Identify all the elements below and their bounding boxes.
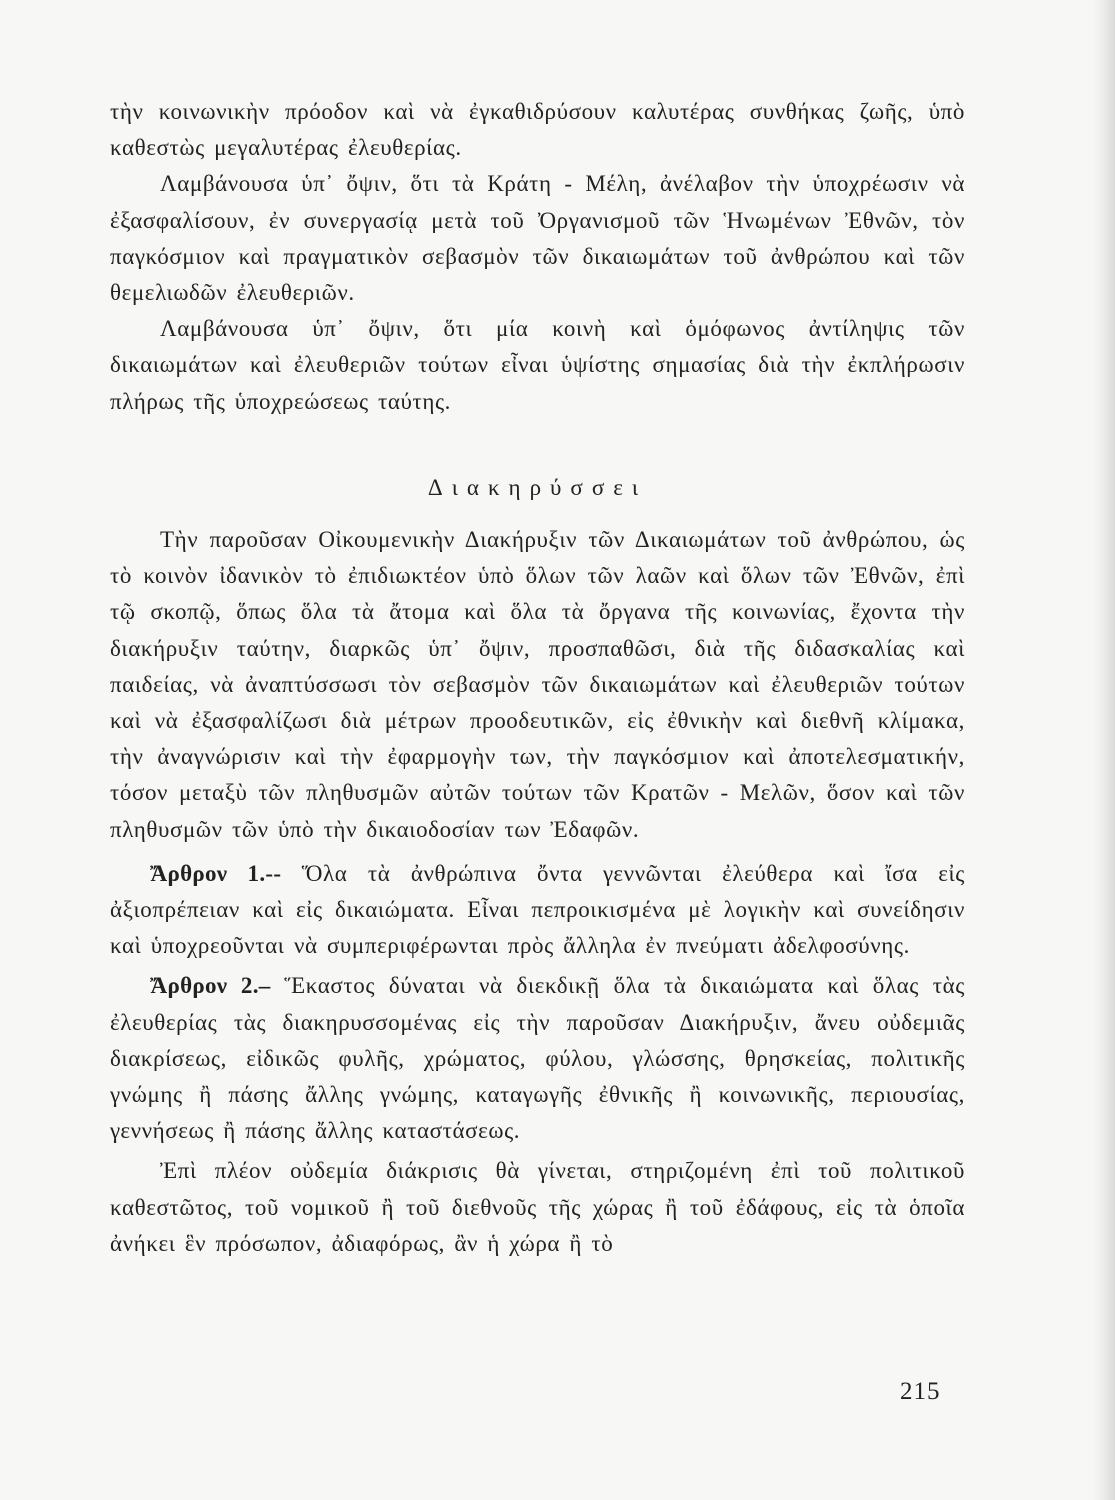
preamble-paragraph-2: Λαμβάνουσα ὑπ᾽ ὄψιν, ὅτι τὰ Κράτη - Μέλη, ἀνέλαβον τὴν ὑποχρέωσιν νὰ ἐξασφαλίσουν, ἐν συνεργασίᾳ μετὰ τοῦ Ὀργανισμοῦ τῶν Ἡνωμένων Ἐθνῶν, τὸν παγκόσμιον καὶ πραγματικὸν σεβασμὸν τῶν δικαιωμάτων τοῦ ἀνθρώπου καὶ τῶν θεμελιωδῶν ἐλευθεριῶν. <box>110 171 965 306</box>
article-2-label: Ἄρθρον 2.– <box>150 973 271 999</box>
article-1-label: Ἄρθρον 1.-- <box>150 860 282 886</box>
proclamation-paragraph: Τὴν παροῦσαν Οἰκουμενικὴν Διακήρυξιν τῶν Δικαιωμάτων τοῦ ἀνθρώπου, ὡς τὸ κοινὸν ἰδανικὸν τὸ ἐπιδιωκτέον ὑπὸ ὅλων τῶν λαῶν καὶ ὅλων τῶν Ἐθνῶν, ἐπὶ τῷ σκοπῷ, ὅπως ὅλα τὰ ἄτομα καὶ ὅλα τὰ ὄργανα τῆς κοινωνίας, ἔχοντα τὴν διακήρυξιν ταύτην, διαρκῶς ὑπ᾽ ὄψιν, προσπαθῶσι, διὰ τῆς διδασκαλίας καὶ παιδείας, νὰ ἀναπτύσσωσι τὸν σεβασμὸν τῶν δικαιωμάτων καὶ ἐλευθεριῶν τούτων καὶ νὰ ἐξασφαλίζωσι διὰ μέτρων προοδευτικῶν, εἰς ἐθνικὴν καὶ διεθνῆ κλίμακα, τὴν ἀναγνώρισιν καὶ τὴν ἐφαρμογὴν των, τὴν παγκόσμιον καὶ ἀποτελεσματικήν, τόσον μεταξὺ τῶν πληθυσμῶν αὐτῶν τούτων τῶν Κρατῶν - Μελῶν, ὅσον καὶ τῶν πληθυσμῶν τῶν ὑπὸ τὴν δικαιοδοσίαν των Ἐδαφῶν. <box>110 527 965 842</box>
article-1-text: Ὅλα τὰ ἀνθρώπινα ὄντα γεννῶνται ἐλεύθερα καὶ ἴσα εἰς ἀξιοπρέπειαν καὶ εἰς δικαιώματα. Εἶναι πεπροικισμένα μὲ λογικὴν καὶ συνείδησιν καὶ ὑποχρεοῦνται νὰ συμπεριφέρωνται πρὸς ἄλληλα ἐν πνεύματι ἀδελφοσύνης. <box>110 860 965 959</box>
preamble-paragraph-3: Λαμβάνουσα ὑπ᾽ ὄψιν, ὅτι μία κοινὴ καὶ ὁμόφωνος ἀντίληψις τῶν δικαιωμάτων καὶ ἐλευθεριῶν τούτων εἶναι ὑψίστης σημασίας διὰ τὴν ἐκπλήρωσιν πλήρως τῆς ὑποχρεώσεως ταύτης. <box>110 316 965 414</box>
article-2 <box>110 968 965 1149</box>
preamble-paragraph-1: τὴν κοινωνικὴν πρόοδον καὶ νὰ ἐγκαθιδρύσουν καλυτέρας συνθήκας ζωῆς, ὑπὸ καθεστὼς μεγαλυτέρας ἐλευθερίας. <box>110 99 965 161</box>
section-heading: Διακηρύσσει <box>427 474 648 500</box>
article-1 <box>110 856 965 965</box>
page-edge-shadow <box>1093 0 1115 1500</box>
page-number: 215 <box>900 1378 941 1405</box>
article-2-text: Ἕκαστος δύναται νὰ διεκδικῇ ὅλα τὰ δικαιώματα καὶ ὅλας τὰς ἐλευθερίας τὰς διακηρυσσομένας εἰς τὴν παροῦσαν Διακήρυξιν, ἄνευ οὐδεμιᾶς διακρίσεως, εἰδικῶς φυλῆς, χρώματος, φύλου, γλώσσης, θρησκείας, πολιτικῆς γνώμης ἢ πάσης ἄλλης γνώμης, καταγωγῆς ἐθνικῆς ἢ κοινωνικῆς, περιουσίας, γεννήσεως ἢ πάσης ἄλλης καταστάσεως. <box>110 973 965 1144</box>
continuation-paragraph: Ἐπὶ πλέον οὐδεμία διάκρισις θὰ γίνεται, στηριζομένη ἐπὶ τοῦ πολιτικοῦ καθεστῶτος, τοῦ νομικοῦ ἢ τοῦ διεθνοῦς τῆς χώρας ἢ τοῦ ἐδάφους, εἰς τὰ ὁποῖα ἀνήκει ἓν πρόσωπον, ἀδιαφόρως, ἂν ἡ χώρα ἢ τὸ <box>110 1158 965 1256</box>
